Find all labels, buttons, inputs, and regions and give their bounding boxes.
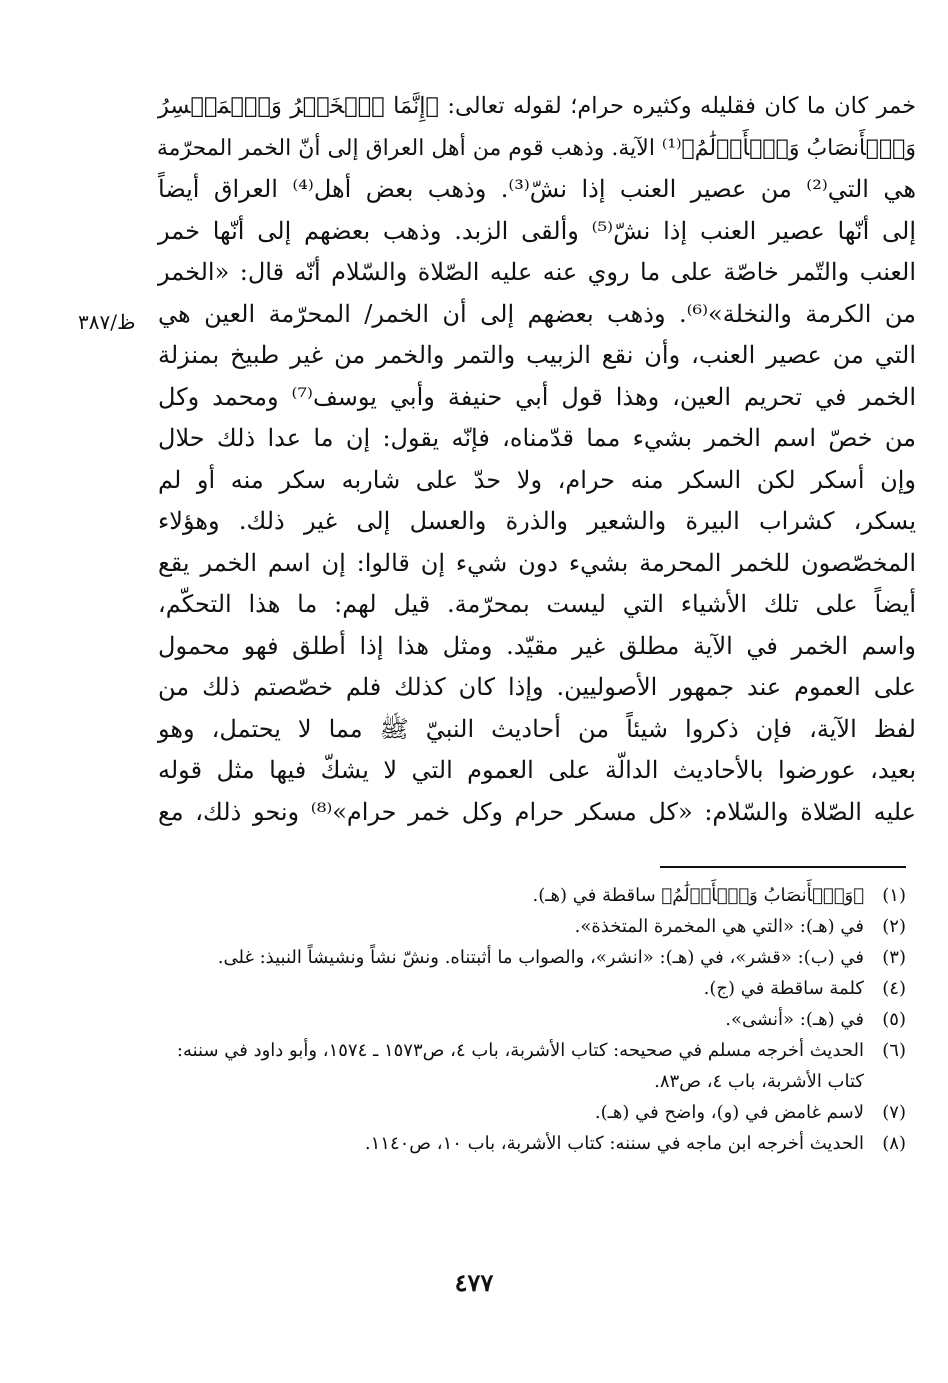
footnote-item — [160, 1128, 906, 1159]
footnote-item — [160, 1097, 906, 1128]
footnote-text: في (هـ): «أنشى». — [725, 1009, 864, 1030]
footnote-text: الحديث أخرجه ابن ماجه في سننه: كتاب الأشربة، باب ١٠، ص١١٤٠. — [364, 1133, 864, 1154]
text-line: العنب والتّمر خاصّة على ما روي عنه عليه الصّلاة والسّلام أنّه قال: «الخمر — [158, 258, 916, 286]
text-line: عليه الصّلاة والسّلام: «كل مسكر حرام وكل خمر حرام»⁽⁸⁾ ونحو ذلك، مع — [158, 797, 916, 826]
text-line: بعيد، عورضوا بالأحاديث الدالّة على العموم التي لا يشكّ فيها مثل قوله — [158, 756, 916, 784]
footnote-text: الحديث أخرجه مسلم في صحيحه: كتاب الأشربة، باب ٤، ص١٥٧٣ ـ ١٥٧٤، وأبو داود في سننه: كتاب الأشربة، باب ٤، ص٨٣. — [176, 1040, 864, 1092]
footnote-item — [160, 973, 906, 1004]
text-line: المخصّصون للخمر المحرمة بشيء دون شيء إن قالوا: إن اسم الخمر يقع — [158, 548, 916, 577]
footnote-text: لاسم غامض في (و)، واضح في (هـ). — [594, 1102, 864, 1123]
footnote-item — [160, 1035, 906, 1097]
footnote-separator — [660, 866, 906, 868]
footnotes-block — [160, 880, 906, 1159]
footnote-text: في (هـ): «التي هي المخمرة المتخذة». — [574, 916, 864, 937]
footnote-text: في (ب): «قشر»، في (هـ): «انشر»، والصواب ما أثبتناه. ونشّ نشاً ونشيشاً النبيذ: غلى. — [217, 947, 864, 968]
text-line: وَٱلۡأَنصَابُ وَٱلۡأَزۡلَٰمُ﴾⁽¹⁾ الآية. وذهب قوم من أهل العراق إلى أنّ الخمر المحرّمة — [156, 135, 916, 161]
text-line: خمر كان ما كان فقليله وكثيره حرام؛ لقوله تعالى: ﴿إِنَّمَا ٱلۡخَمۡرُ وَٱلۡمَيۡسِرُ — [158, 93, 916, 119]
footnote-item — [160, 911, 906, 942]
text-line: يسكر، كشراب البيرة والشعير والذرة والعسل إلى غير ذلك. وهؤلاء — [158, 507, 916, 535]
text-line: إلى أنّها عصير العنب إذا نشّ⁽⁵⁾ وألقى الزبد. وذهب بعضهم إلى أنّها خمر — [158, 216, 917, 245]
text-line: على العموم عند جمهور الأصوليين. وإذا كان كذلك فلم خصّصتم ذلك من — [158, 673, 916, 701]
text-line: واسم الخمر في الآية مطلق غير مقيّد. ومثل هذا إذا أطلق فهو محمول — [158, 631, 916, 660]
footnote-item — [160, 880, 906, 911]
text-line: الخمر في تحريم العين، وهذا قول أبي حنيفة وأبي يوسف⁽⁷⁾ ومحمد وكل — [158, 382, 916, 411]
footnote-text: كلمة ساقطة في (ج). — [703, 978, 864, 999]
text-line: لفظ الآية، فإن ذكروا شيئاً من أحاديث النبيّ ﷺ مما لا يحتمل، وهو — [158, 714, 916, 743]
footnote-item — [160, 1004, 906, 1035]
text-line: التي من عصير العنب، وأن نقع الزبيب والتمر والخمر من غير طبيخ بمنزلة — [158, 341, 916, 369]
footnote-text: ﴿وَٱلۡأَنصَابُ وَٱلۡأَزۡلَٰمُ﴾ ساقطة في (هـ). — [532, 885, 864, 906]
footnote-item — [160, 942, 906, 973]
footnote-number: (٦) — [882, 1040, 906, 1061]
page-number: ٤٧٧ — [454, 1268, 494, 1297]
text-line: وإن أسكر لكن السكر منه حرام، ولا حدّ على شاربه سكر منه أو لم — [158, 465, 916, 494]
text-line: من خصّ اسم الخمر بشيء مما قدّمناه، فإنّه يقول: إن ما عدا ذلك حلال — [158, 424, 916, 452]
footnote-number: (٣) — [882, 947, 906, 968]
footnote-number: (٨) — [882, 1133, 906, 1154]
main-text-block — [158, 86, 916, 833]
footnote-number: (١) — [882, 885, 906, 906]
footnote-number: (٤) — [882, 978, 906, 999]
text-line: من الكرمة والنخلة»⁽⁶⁾. وذهب بعضهم إلى أن الخمر/ المحرّمة العين هي — [158, 299, 917, 328]
footnote-number: (٥) — [882, 1009, 906, 1030]
footnote-number: (٢) — [882, 916, 906, 937]
text-line: هي التي⁽²⁾ من عصير العنب إذا نشّ⁽³⁾. وذهب بعض أهل⁽⁴⁾ العراق أيضاً — [158, 175, 917, 203]
margin-folio-note: ظ/٣٨٧ — [78, 310, 136, 334]
footnote-number: (٧) — [882, 1102, 906, 1123]
text-line: أيضاً على تلك الأشياء التي ليست بمحرّمة. قيل لهم: ما هذا التحكّم، — [158, 590, 916, 618]
